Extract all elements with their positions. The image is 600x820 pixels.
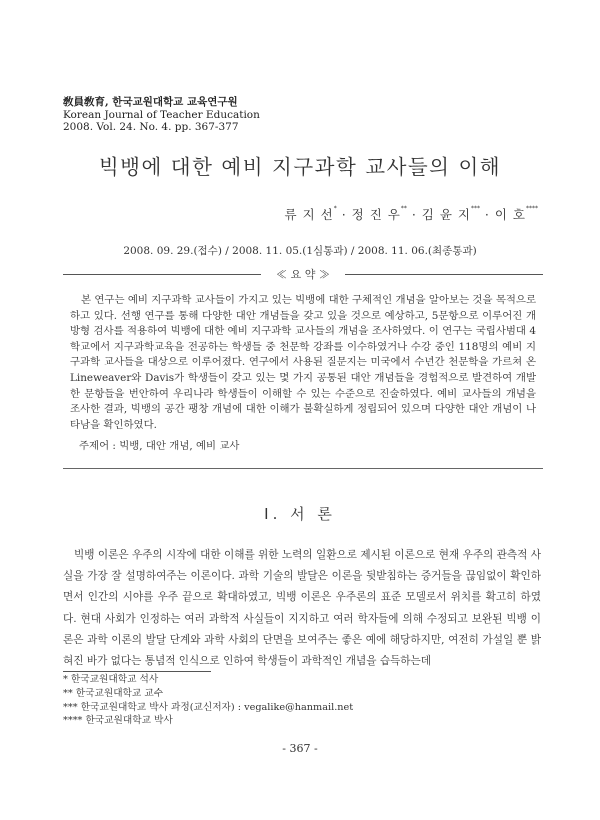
footnote-4: **** 한국교원대학교 박사 [63, 715, 173, 727]
journal-info [63, 96, 543, 134]
page-number: - 367 - [282, 742, 318, 755]
footnote-3: *** 한국교원대학교 박사 과정(교신저자) : vegalike@hanmail.net [63, 701, 354, 713]
author-separator: · [336, 207, 352, 222]
journal-volume: 2008. Vol. 24. No. 4. pp. 367-377 [63, 121, 239, 133]
author-separator: · [406, 207, 422, 222]
author-4-mark: **** [526, 205, 538, 212]
author-separator: · [479, 207, 495, 222]
paper-title: 빅뱅에 대한 예비 지구과학 교사들의 이해 [98, 155, 502, 179]
author-1: 류 지 선 [284, 207, 334, 222]
author-3-mark: *** [470, 205, 480, 212]
author-4: 이 호 [494, 207, 526, 222]
keywords: 주제어 : 빅뱅, 대안 개념, 예비 교사 [79, 440, 240, 452]
section-heading: Ⅰ. 서 론 [264, 505, 336, 523]
footnote-divider [63, 671, 211, 672]
keywords-divider [63, 468, 543, 469]
footnotes [63, 673, 353, 728]
footnote-2: ** 한국교원대학교 교수 [63, 687, 164, 699]
journal-name-english: Korean Journal of Teacher Education [63, 108, 260, 121]
author-1-mark: * [333, 205, 337, 212]
footnote-1: * 한국교원대학교 석사 [63, 674, 159, 685]
submission-dates: 2008. 09. 29.(접수) / 2008. 11. 05.(1심통과) / 2008. 11. 06.(최종통과) [123, 245, 477, 257]
abstract-label: ≪ 요 약 ≫ [276, 268, 330, 281]
author-2: 정 진 우 [351, 207, 401, 222]
author-2-mark: ** [400, 205, 407, 212]
abstract-text: 본 연구는 예비 지구과학 교사들이 가지고 있는 빅뱅에 대한 구체적인 개념을 알아보는 것을 목적으로 하고 있다. 선행 연구를 통해 다양한 대안 개념들을 갖고 있을 것으로 예상하고, 5문항으로 이루어진 개방형 검사를 적용하여 빅뱅에 대한 예비 지구과학 교사들의 개념을 조사하였다. 이 연구는 국립사범대 4학교에서 지구과학교육을 전공하는 학생들 중 천문학 강좌를 이수하였거나 수강 중인 118명의 예비 지구과학 교사들을 대상으로 이루어졌다. 연구에서 사용된 질문지는 미국에서 수년간 천문학을 가르쳐 온 Lineweaver와 Davis가 학생들이 갖고 있는 몇 가지 공통된 대안 개념들을 경험적으로 발견하여 개발한 문항들을 번안하여 우리나라 학생들이 이해할 수 있는 수준으로 진술하였다. 예비 교사들의 개념을 조사한 결과, 빅뱅의 공간 팽창 개념에 대한 이해가 불확실하게 정립되어 있으며 다양한 대안 개념이 나타남을 확인하였다. [70, 294, 536, 431]
author-list [285, 205, 538, 223]
journal-name-korean: 敎員敎育, 한국교원대학교 교육연구원 [63, 96, 238, 108]
abstract-header [63, 266, 543, 282]
author-3: 김 윤 지 [421, 207, 471, 222]
body-paragraph: 빅뱅 이론은 우주의 시작에 대한 이해를 위한 노력의 일환으로 제시된 이론으로 현재 우주의 관측적 사실을 가장 잘 설명하여주는 이론이다. 과학 기술의 발달은 이론을 뒷받침하는 증거들을 끊임없이 확인하면서 인간의 시야를 우주 끝으로 확대하였고, 빅뱅 이론은 우주론의 표준 모델로서 위치를 확고히 하였다. 현대 사회가 인정하는 여러 과학적 사실들이 지지하고 여러 학자들에 의해 수정되고 보완된 빅뱅 이론은 과학 이론의 발달 단계와 과학 사회의 단면을 보여주는 좋은 예에 해당하지만, 여전히 가설일 뿐 밝혀진 바가 없다는 통념적 인식으로 인하여 학생들이 과학적인 개념을 습득하는데 [63, 549, 541, 668]
abstract-rule-right [345, 274, 543, 275]
